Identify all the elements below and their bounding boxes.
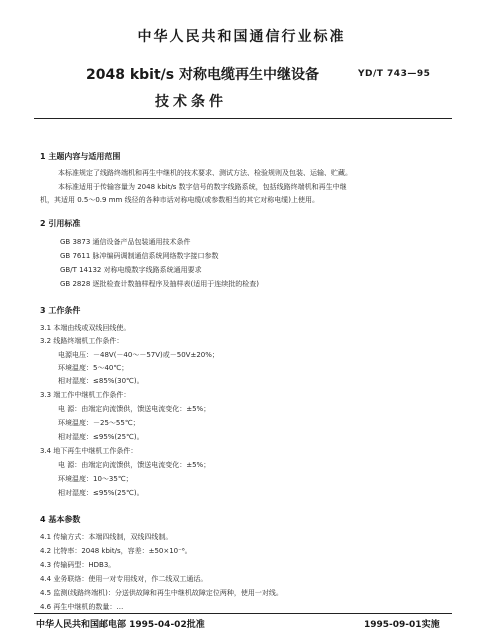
section-3-line: 环境温度：10～35℃； xyxy=(58,475,133,483)
top-rule xyxy=(34,118,452,119)
reference-item: GB 7611 脉冲编码调制通信系统网络数字接口参数 xyxy=(60,252,219,260)
section-2-heading: 2 引用标准 xyxy=(40,219,81,228)
standard-header: 中华人民共和国通信行业标准 xyxy=(137,29,346,45)
section-3-line: 相对湿度：≤95%(25℃)。 xyxy=(58,489,144,497)
title-line-2: 技术条件 xyxy=(155,94,227,110)
section-3-line: 相对湿度：≤95%(25℃)。 xyxy=(58,433,144,441)
section-3-line: 3.3 端工作中继机工作条件： xyxy=(40,391,131,399)
section-3-line: 3.4 地下再生中继机工作条件： xyxy=(40,447,138,455)
reference-item: GB 3873 通信设备产品包装通用技术条件 xyxy=(60,238,191,246)
document-number: YD/T 743—95 xyxy=(358,69,431,79)
section-3-line: 环境温度：－25～55℃； xyxy=(58,419,140,427)
section-4-line: 4.5 监测(线路终端机)：分送供故障和再生中继机故障定位两种，使用一对线。 xyxy=(40,589,283,597)
section-4-line: 4.3 传输码型：HDB3。 xyxy=(40,561,116,569)
effective-date: 1995-09-01实施 xyxy=(364,620,440,630)
section-4-line: 4.4 业务联络：使用一对专用线对，作二线双工通话。 xyxy=(40,575,208,583)
section-3-line: 电 源：由端定向流馈供，馈送电流变化：±5%； xyxy=(58,405,211,413)
section-4-line: 4.1 传输方式：本端四线制，双线四线制。 xyxy=(40,533,173,541)
section-3-line: 电源电压：－48V(－40～－57V)或－50V±20%； xyxy=(58,351,219,359)
reference-item: GB 2828 逐批检查计数抽样程序及抽样表(适用于连续批的检查) xyxy=(60,280,259,288)
section-4-line: 4.2 比特率：2048 kbit/s，容差：±50×10⁻⁶。 xyxy=(40,547,192,555)
reference-item: GB/T 14132 对称电缆数字线路系统通用要求 xyxy=(60,266,202,274)
section-1-para-2b: 机，其适用 0.5～0.9 mm 线径的各种市话对称电缆(或参数相当的其它对称电缆)上使用。 xyxy=(40,196,320,204)
section-3-line: 相对湿度：≤85%(30℃)。 xyxy=(58,377,144,385)
title-line-1: 2048 kbit/s 对称电缆再生中继设备 xyxy=(86,67,319,83)
section-3-line: 电 源：由端定向流馈供，馈送电流变化：±5%； xyxy=(58,461,211,469)
section-4-line: 4.6 再生中继机的数量：… xyxy=(40,603,124,611)
approval-date: 中华人民共和国邮电部 1995-04-02批准 xyxy=(36,620,205,630)
section-1-heading: 1 主题内容与适用范围 xyxy=(40,152,121,161)
bottom-rule xyxy=(34,613,452,614)
section-1-para-2a: 本标准适用于传输容量为 2048 kbit/s 数字信号的数字线路系统，包括线路终端机和再生中继 xyxy=(58,183,347,191)
section-1-para-1: 本标准规定了线路终端机和再生中继机的技术要求、测试方法、检验规则及包装、运输、贮藏。 xyxy=(58,169,352,177)
section-4-heading: 4 基本参数 xyxy=(40,515,81,524)
section-3-line: 3.2 线路终端机工作条件： xyxy=(40,337,124,345)
section-3-line: 环境温度：5～40℃； xyxy=(58,364,129,372)
section-3-heading: 3 工作条件 xyxy=(40,306,81,315)
section-3-line: 3.1 本端由线或双线回线使。 xyxy=(40,324,131,332)
